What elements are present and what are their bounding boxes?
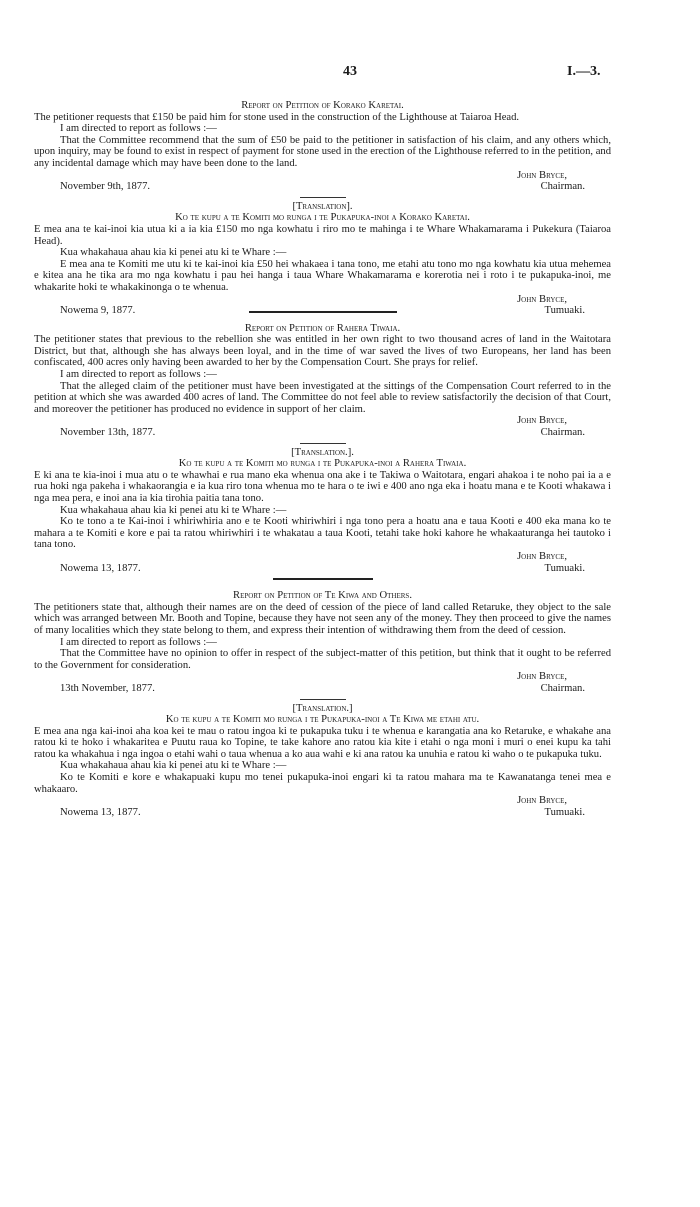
report-date: 13th November, 1877. — [60, 682, 155, 694]
signature-role: Tumuaki. — [544, 806, 585, 818]
signature-row — [34, 563, 611, 575]
report-body: E mea ana te Komiti me utu ki te kai-inoi kia £50 hei whakaea i tana tono, me etahi atu tono mo nga kowhatu kia utua mehemea e kitea ana he tika ara mo nga kowhatu i pau hei hanga i taua Whare Whakamarama e korerotia nei i roto i te pukapuka-inoi, me whakarite hoki te whakakinonga o te whenua. — [34, 258, 611, 293]
signature-role: Chairman. — [540, 181, 585, 193]
signature-name: John Bryce, — [517, 415, 567, 427]
report-section-korako-karetai — [34, 100, 611, 193]
signature-name: John Bryce, — [517, 795, 567, 807]
report-date: Nowema 13, 1877. — [60, 806, 141, 818]
report-intro: I am directed to report as follows :— — [60, 123, 217, 135]
report-section-rahera-tiwaia — [34, 323, 611, 439]
divider — [300, 197, 346, 198]
petition-summary: The petitioner states that previous to the rebellion she was entitled in her own right to two thousand acres of land in the Waitotara District, but that, although she has always been loyal, and in the time of war saved the lives of two Europeans, her land has been confiscated, 400 acres only having been awarded to her by the Compensation Court. She prays for relief. — [34, 334, 611, 369]
petition-summary: The petitioner requests that £150 be paid him for stone used in the construction of the Lighthouse at Taiaroa Head. — [34, 111, 520, 123]
divider — [300, 443, 346, 444]
signature-name: John Bryce, — [517, 671, 567, 683]
report-intro: Kua whakahaua ahau kia ki penei atu ki te Whare :— — [60, 760, 287, 772]
signature-role: Chairman. — [540, 682, 585, 694]
report-intro: I am directed to report as follows :— — [60, 369, 217, 381]
signature-name: John Bryce, — [517, 169, 567, 181]
report-date: November 13th, 1877. — [60, 427, 156, 439]
petition-summary: The petitioners state that, although their names are on the deed of cession of the piece of land called Retaruke, they object to the sale which was arranged between Mr. Booth and Topine, because they have not seen any of the money. They then proceed to give the names of many localities which they state belong to them, and express their intention of withdrawing them from the deed of cession. — [34, 601, 611, 636]
document-reference: I.—3. — [567, 64, 601, 79]
petition-summary: E mea ana nga kai-inoi aha koa kei te mau o ratou ingoa ki te pukapuka tuku i te whenua e karangatia ana ko Retaruke, e whakahe ana ratou ki te hoko i whakaritea e Puutu raua ko Topine, te take kahore ano ratou kia kite i etahi o nga moni i muri o enei kupu ka tahi ratou ka whakahua i nga ingoa o etahi wahi o taua whenua a ko aua wahi e ki ana ratou ka unuhia e ratou ki waho o te pukapuka tuku. — [34, 725, 611, 760]
divider — [300, 699, 346, 700]
report-section-te-kiwa — [34, 590, 611, 694]
translation-title: Ko te kupu a te Komiti mo runga i te Pukapuka-inoi a Rahera Tiwaia. — [178, 458, 467, 470]
translation-label: [Translation.]. — [291, 446, 354, 458]
signature-row — [34, 305, 611, 317]
section-title: Report on Petition of Te Kiwa and Others. — [233, 590, 412, 602]
report-body: That the Committee have no opinion to offer in respect of the subject-matter of this petition, but think that it ought to be referred to the Government for consideration. — [34, 648, 611, 671]
section-title: Report on Petition of Korako Karetai. — [241, 100, 404, 111]
signature-row — [34, 181, 611, 193]
signature-name: John Bryce, — [517, 293, 567, 305]
document-body — [34, 100, 611, 818]
signature-row — [34, 683, 611, 695]
section-title: Report on Petition of Rahera Tiwaia. — [244, 322, 401, 334]
signature-role: Tumuaki. — [544, 305, 585, 317]
signature-row — [34, 427, 611, 439]
report-date: November 9th, 1877. — [60, 181, 151, 193]
signature-row — [34, 807, 611, 819]
report-body: That the alleged claim of the petitioner must have been investigated at the sittings of the Compensation Court referred to in the petition at which she was awarded 400 acres of land. The Committee do not feel able to review satisfactorily the decision of that Court, and moreover the petitioner has produced no evidence in support of her claim. — [34, 380, 611, 415]
petition-summary: E mea ana te kai-inoi kia utua ki a ia kia £150 mo nga kowhatu i riro mo te mahinga i te Whare Whakamarama i Pukekura (Taiaroa Head). — [34, 223, 611, 247]
petition-summary: E ki ana te kia-inoi i mua atu o te whawhai e rua mano eka whenua ona ake i te Takiwa o Waitotara, engari ahakoa i te noho pai ia a e rua hoki nga pakeha i whakaorangia e ia kua riro tona whenua mo te hara o te iwi e 400 ano nga eka i hoatu mana e te Kooti whakawa i nga mea pera, e inoi ana ia kia tirohia paitia tana tono. — [34, 469, 611, 504]
report-date: Nowema 9, 1877. — [60, 305, 136, 317]
section-divider — [273, 578, 373, 580]
signature-name: John Bryce, — [517, 550, 567, 562]
page-number: 43 — [343, 64, 357, 79]
report-intro: I am directed to report as follows :— — [60, 636, 217, 648]
report-body: Ko te Komiti e kore e whakapuaki kupu mo tenei pukapuka-inoi engari ki ta ratou mahara ma te Kawanatanga tenei mea e whakaaro. — [34, 772, 611, 795]
report-date: Nowema 13, 1877. — [60, 562, 141, 574]
report-intro: Kua whakahaua ahau kia ki penei atu ki te Whare :— — [60, 247, 287, 259]
signature-role: Tumuaki. — [544, 562, 585, 574]
translation-section-rahera-tiwaia — [34, 447, 611, 575]
translation-title: Ko te kupu a te Komiti mo runga i te Pukapuka-inoi a Korako Karetai. — [175, 212, 470, 224]
translation-section-korako-karetai — [34, 201, 611, 317]
report-intro: Kua whakahaua ahau kia ki penei atu ki te Whare :— — [60, 504, 287, 516]
report-body: That the Committee recommend that the sum of £50 be paid to the petitioner in satisfaction of his claim, and any others which, upon inquiry, may be found to exist in respect of payment for stone used in the erection of the Lighthouse referred to in the petition, and any incidental damage which may have been done to the land. — [34, 134, 611, 169]
translation-label: [Translation.] — [292, 702, 353, 714]
signature-role: Chairman. — [540, 427, 585, 439]
report-body: Ko te tono a te Kai-inoi i whiriwhiria ano e te Kooti whiriwhiri i nga tono pera a hoatu ana e taua Kooti e 400 eka mana ko te mahara a te Komiti e kore e pai ta ratou whiriwhiri i te whakatau a taua Kooti, tetahi take hoki kahore he whakaaturanga hei tautoko i tana tono. — [34, 516, 611, 551]
translation-label: [Translation]. — [292, 200, 353, 212]
translation-section-te-kiwa — [34, 703, 611, 819]
translation-title: Ko te kupu a te Komiti mo runga i te Pukapuka-inoi a Te Kiwa me etahi atu. — [165, 714, 480, 726]
